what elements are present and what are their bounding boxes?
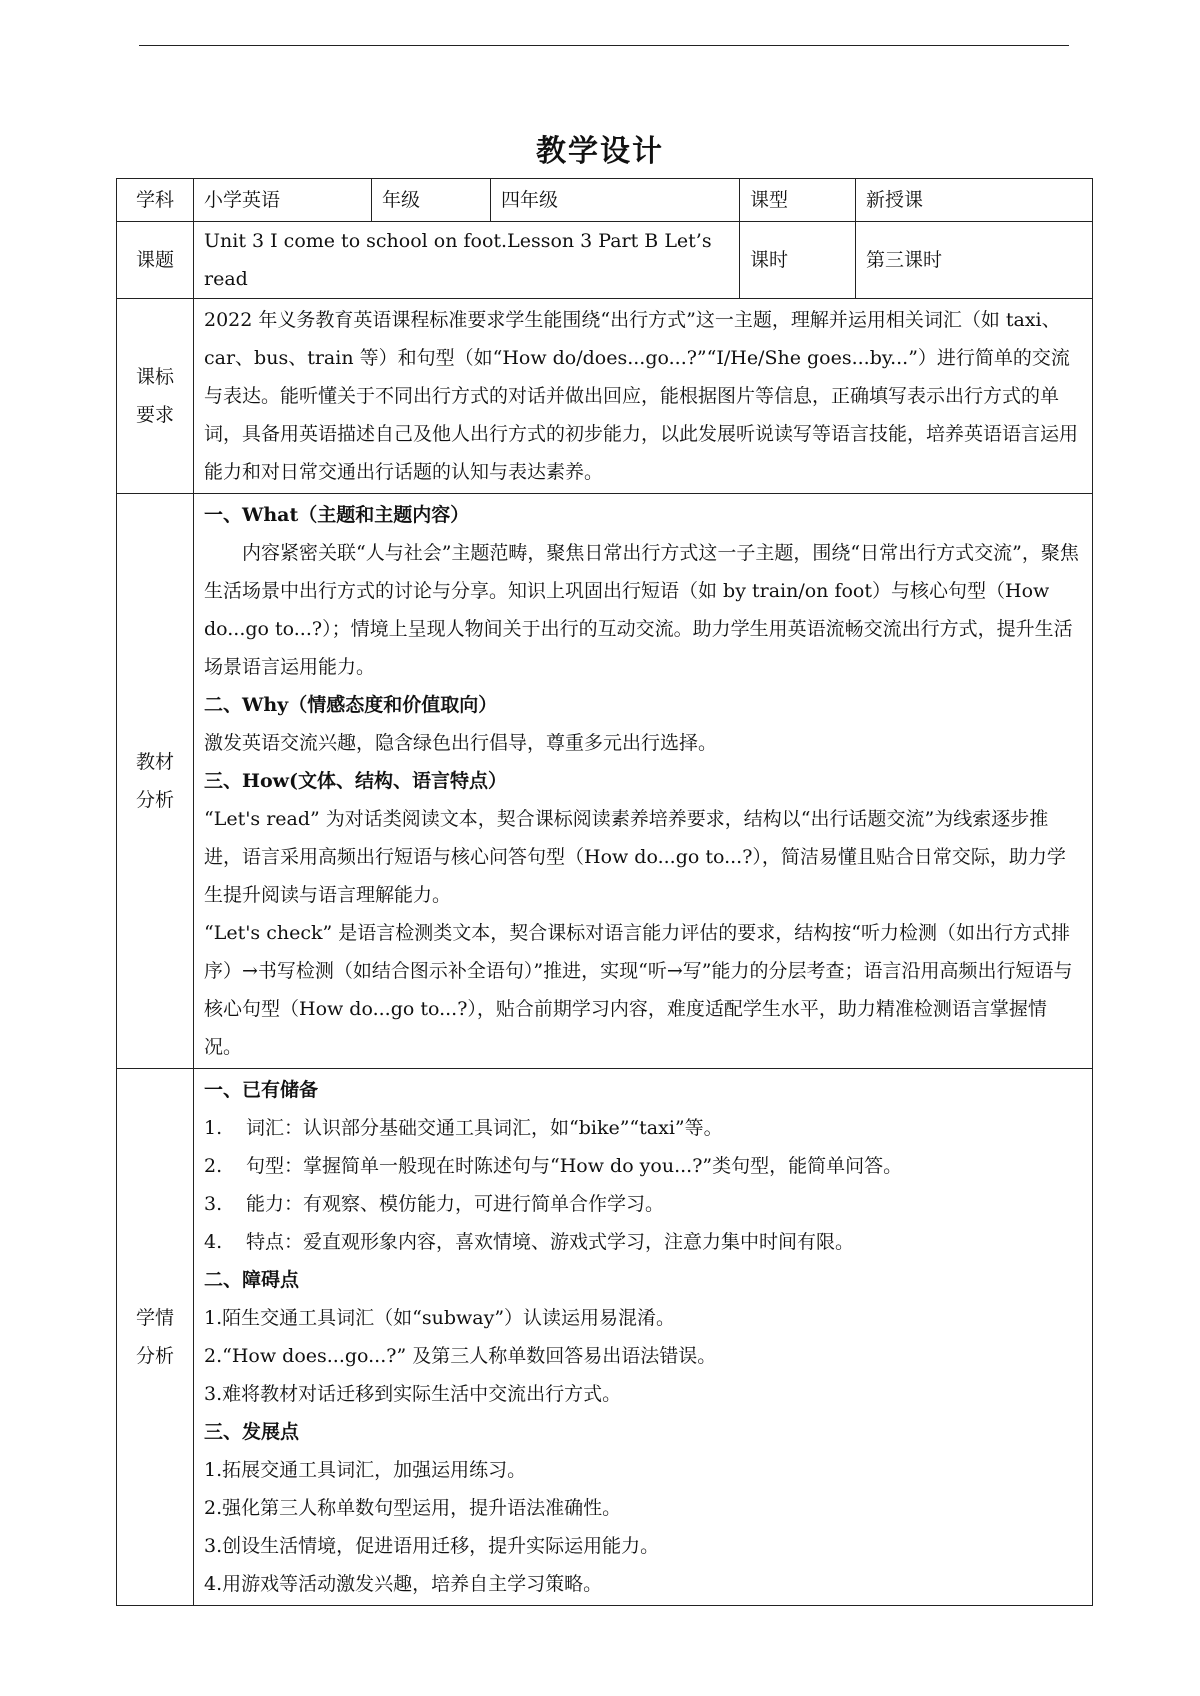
how-text-check: “Let's check” 是语言检测类文本，契合课标对语言能力评估的要求，结构按“听力检测（如出行方式排序）→书写检测（如结合图示补全语句）”推进，实现“听→写”能力的分层考查；语言沿用高频出行短语与核心句型（How do...go to...?），贴合前期学习内容，难度适配学生水平，助力精准检测语言掌握情况。 bbox=[204, 922, 1073, 1058]
list-item: 3.难将教材对话迁移到实际生活中交流出行方式。 bbox=[204, 1383, 622, 1405]
type-value: 新授课 bbox=[856, 179, 1093, 222]
list-item: 3.创设生活情境，促进语用迁移，提升实际运用能力。 bbox=[204, 1535, 660, 1557]
standards-label bbox=[117, 299, 194, 494]
list-item: 2.“How does...go...?” 及第三人称单数回答易出语法错误。 bbox=[204, 1345, 717, 1367]
standards-label-line1: 课标 bbox=[135, 366, 174, 388]
material-label-line1: 教材 bbox=[135, 751, 174, 773]
topic-value: Unit 3 I come to school on foot.Lesson 3 Part B Let’s read bbox=[194, 222, 740, 299]
why-text: 激发英语交流兴趣，隐含绿色出行倡导，尊重多元出行选择。 bbox=[204, 732, 718, 754]
header-rule bbox=[139, 45, 1069, 46]
lesson-plan-table bbox=[116, 178, 1093, 1606]
how-text-read: “Let's read” 为对话类阅读文本，契合课标阅读素养培养要求，结构以“出行话题交流”为线索逐步推进，语言采用高频出行短语与核心问答句型（How do...go to...?），简洁易懂且贴合日常交际，助力学生提升阅读与语言理解能力。 bbox=[204, 808, 1066, 906]
learner-row bbox=[117, 1069, 1093, 1606]
grade-label: 年级 bbox=[372, 179, 491, 222]
header-row bbox=[117, 179, 1093, 222]
list-item: 3. 能力：有观察、模仿能力，可进行简单合作学习。 bbox=[204, 1193, 665, 1215]
list-item: 2. 句型：掌握简单一般现在时陈述句与“How do you...?”类句型，能简单问答。 bbox=[204, 1155, 903, 1177]
what-heading: 一、What（主题和主题内容） bbox=[204, 504, 470, 526]
standards-row bbox=[117, 299, 1093, 494]
document-title: 教学设计 bbox=[536, 134, 664, 169]
period-label: 课时 bbox=[740, 222, 856, 299]
subject-value: 小学英语 bbox=[194, 179, 372, 222]
material-label-line2: 分析 bbox=[135, 789, 174, 811]
list-item: 1.拓展交通工具词汇，加强运用练习。 bbox=[204, 1459, 527, 1481]
learner-label-line1: 学情 bbox=[135, 1307, 174, 1329]
type-label: 课型 bbox=[740, 179, 856, 222]
material-row bbox=[117, 494, 1093, 1069]
standards-text: 2022 年义务教育英语课程标准要求学生能围绕“出行方式”这一主题，理解并运用相关词汇（如 taxi、car、bus、train 等）和句型（如“How do/does...go...?”“I/He/She goes...by...”）进行简单的交流与表达。能听懂关于不同出行方式的对话并做出回应，能根据图片等信息，正确填写表示出行方式的单词，具备用英语描述自己及他人出行方式的初步能力，以此发展听说读写等语言技能，培养英语语言运用能力和对日常交通出行话题的认知与表达素养。 bbox=[204, 309, 1079, 483]
period-value: 第三课时 bbox=[856, 222, 1093, 299]
list-item: 1. 词汇：认识部分基础交通工具词汇，如“bike”“taxi”等。 bbox=[204, 1117, 723, 1139]
subject-label: 学科 bbox=[117, 179, 194, 222]
topic-label: 课题 bbox=[117, 222, 194, 299]
how-heading: 三、How(文体、结构、语言特点） bbox=[204, 770, 507, 792]
existing-heading: 一、已有储备 bbox=[204, 1079, 319, 1101]
material-content bbox=[194, 494, 1093, 1069]
list-item: 4.用游戏等活动激发兴趣，培养自主学习策略。 bbox=[204, 1573, 603, 1595]
material-label bbox=[117, 494, 194, 1069]
standards-content bbox=[194, 299, 1093, 494]
develop-heading: 三、发展点 bbox=[204, 1421, 300, 1443]
learner-content bbox=[194, 1069, 1093, 1606]
learner-label-line2: 分析 bbox=[135, 1345, 174, 1367]
obstacle-heading: 二、障碍点 bbox=[204, 1269, 300, 1291]
list-item: 4. 特点：爱直观形象内容，喜欢情境、游戏式学习，注意力集中时间有限。 bbox=[204, 1231, 855, 1253]
list-item: 2.强化第三人称单数句型运用，提升语法准确性。 bbox=[204, 1497, 622, 1519]
learner-label bbox=[117, 1069, 194, 1606]
grade-value: 四年级 bbox=[491, 179, 740, 222]
topic-row bbox=[117, 222, 1093, 299]
what-text: 内容紧密关联“人与社会”主题范畴，聚焦日常出行方式这一子主题，围绕“日常出行方式交流”，聚焦生活场景中出行方式的讨论与分享。知识上巩固出行短语（如 by train/on foot）与核心句型（How do...go to...?）；情境上呈现人物间关于出行的互动交流。助力学生用英语流畅交流出行方式，提升生活场景语言运用能力。 bbox=[204, 542, 1079, 678]
list-item: 1.陌生交通工具词汇（如“subway”）认读运用易混淆。 bbox=[204, 1307, 676, 1329]
why-heading: 二、Why（情感态度和价值取向） bbox=[204, 694, 498, 716]
standards-label-line2: 要求 bbox=[135, 404, 174, 426]
